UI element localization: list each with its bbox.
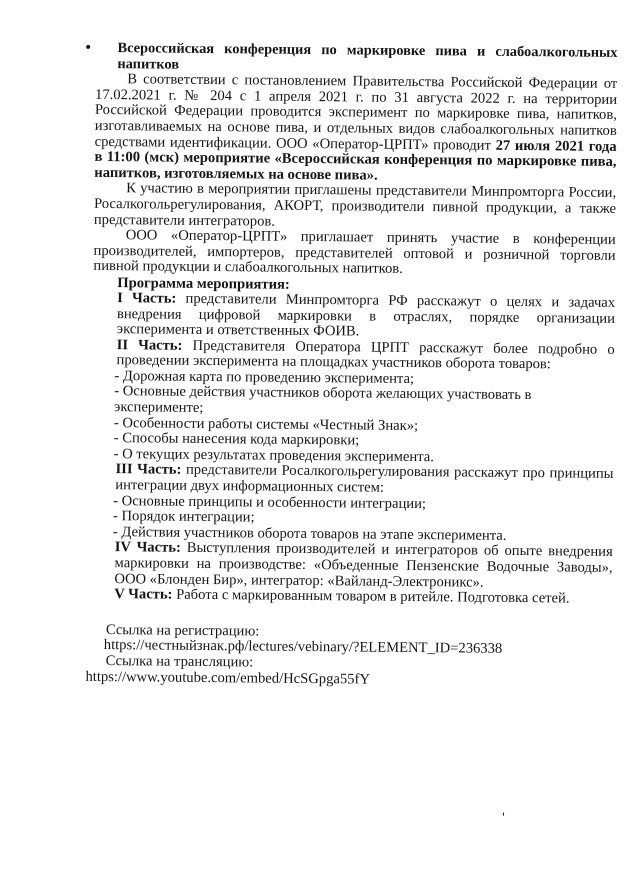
part-5-text: Работа с маркированным товаром в ритейле. Подготовка сетей. bbox=[176, 586, 570, 607]
part-1-text: представители Минпромторга РФ расскажут о целях и задачах внедрения цифровой маркировки в отраслях, порядке организации эксперимента и ответственных ФОИВ. bbox=[116, 290, 616, 340]
bullet-icon: • bbox=[85, 39, 91, 56]
stream-label: Ссылка на трансляцию: bbox=[105, 653, 254, 671]
part-4-label: IV Часть: bbox=[114, 539, 181, 557]
part-2-item: - Основные действия участников оборота желающих участвовать в эксперименте; bbox=[114, 383, 532, 417]
intro-text: В соответствии с постановлением Правительства Российской Федерации от 17.02.2021 г. № 204 с 1 апреля 2021 г. по 31 августа 2022 г. на территории Российской Федерации проводится эксперимент по маркировке пива, напитков, изготавливаемых на основе пива, и отдельных видов слабоалкогольных напитков средствами идентификации. ООО «Оператор-ЦРПТ» проводит bbox=[94, 71, 618, 154]
invited-paragraph: К участию в мероприятии приглашены представители Минпромторга России, Росалкогольрегулирования, АКОРТ, производители пивной продукции, а также представители интеграторов. bbox=[93, 180, 617, 230]
part-2-item: - О текущих результатах проведения эксперимента. bbox=[113, 445, 434, 466]
program-title: Программа мероприятия: bbox=[117, 275, 290, 293]
part-5-label: V Часть: bbox=[114, 586, 173, 603]
part-2-label: II Часть: bbox=[116, 336, 183, 354]
part-3-item: - Порядок интеграции; bbox=[112, 508, 255, 526]
part-4-text: Выступления производителей и интеграторов об опыте внедрения маркировки на производстве: «Объеденные Пензенские Водочные Заводы», ООО «Блонден Бир», интегратор: «Вайланд-Электроникс». bbox=[114, 540, 613, 591]
heading-row bbox=[85, 39, 618, 77]
part-2-item: - Особенности работы системы «Честный Знак»; bbox=[113, 414, 419, 434]
stream-link[interactable]: https://www.youtube.com/embed/HcSGpga55fY bbox=[85, 668, 370, 688]
part-3-label: III Часть: bbox=[115, 461, 182, 479]
part-2-text: Представителя Оператора ЦРПТ расскажут более подробно о проведении эксперимента на площадках участников оборота товаров: bbox=[116, 337, 615, 373]
part-3-item: - Основные принципы и особенности интеграции; bbox=[113, 492, 427, 512]
part-1-label: I Часть: bbox=[117, 290, 177, 307]
part-5 bbox=[90, 587, 612, 608]
part-2-item: - Дорожная карта по проведению эксперимента; bbox=[114, 367, 415, 387]
part-3-text: представители Росалкогольрегулирования расскажут про принципы интеграции двух информационных систем: bbox=[115, 462, 614, 496]
part-3-item: - Действия участников оборота товаров на этапе эксперимента. bbox=[112, 523, 507, 544]
part-4 bbox=[90, 540, 612, 592]
intro-paragraph bbox=[94, 72, 617, 186]
links-block bbox=[85, 621, 612, 690]
heading: Всероссийская конференция по маркировке пива и слабоалкогольных напитков bbox=[117, 40, 618, 73]
invitation-paragraph: ООО «Оператор-ЦРПТ» приглашает принять участие в конференции производителей, импортеров, представителей оптовой и розничной торговли пивной продукции и слабоалкогольных напитков. bbox=[93, 227, 616, 278]
part-1 bbox=[93, 291, 615, 343]
intro-date-bold: 27 июля 2021 года в 11:00 (мск) мероприятие «Всероссийская конференция по маркировке пива, напитков, изготовляемых на основе пива». bbox=[94, 137, 617, 184]
stray-mark: ' bbox=[502, 810, 505, 826]
registration-link[interactable]: https://честныйзнак.рф/lectures/vebinary/?ELEMENT_ID=236338 bbox=[103, 637, 503, 658]
part-2-item: - Способы нанесения кода маркировки; bbox=[113, 430, 360, 449]
registration-label: Ссылка на регистрацию: bbox=[105, 621, 260, 640]
